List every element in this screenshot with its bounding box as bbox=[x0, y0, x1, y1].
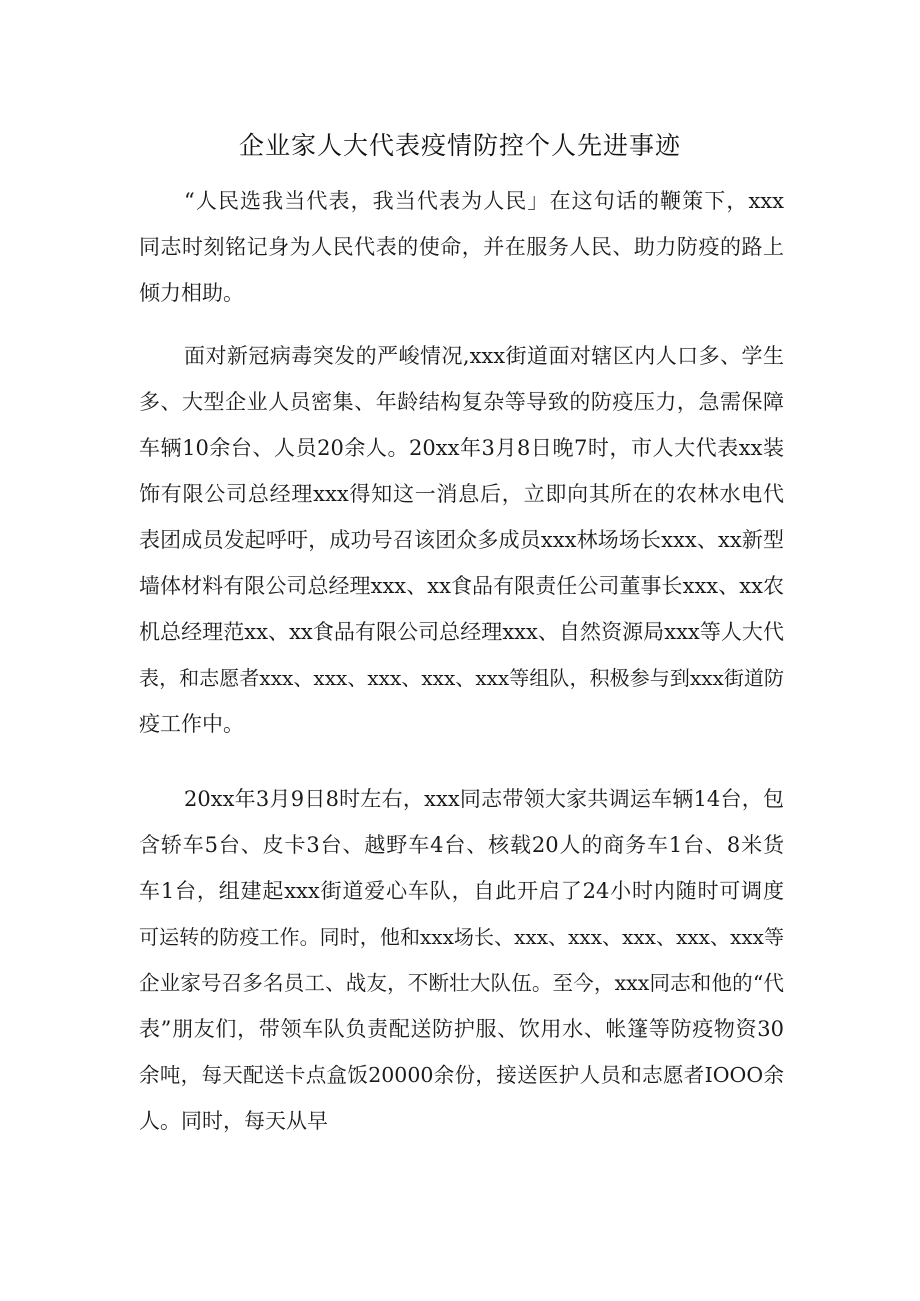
text-line: 面对新冠病毒突发的严峻情况,xxx街道面对辖区内人口多、学生 bbox=[184, 344, 784, 368]
paragraph-1 bbox=[139, 178, 784, 316]
text-line: 车1台，组建起xxx街道爱心车队，自此开启了24小时内随时可调度 bbox=[139, 879, 784, 903]
text-line: 表，和志愿者xxx、xxx、xxx、xxx、xxx等组队，积极参与到xxx街道防 bbox=[139, 666, 784, 690]
paragraph-3 bbox=[139, 776, 784, 1144]
text-line: 多、大型企业人员密集、年龄结构复杂等导致的防疫压力，急需保障 bbox=[139, 390, 784, 414]
text-line: 表团成员发起呼吁，成功号召该团众多成员xxx林场场长xxx、xx新型 bbox=[139, 528, 784, 552]
text-line: 车辆10余台、人员20余人。20xx年3月8日晚7时，市人大代表xx装 bbox=[139, 436, 784, 460]
text-line: 墙体材料有限公司总经理xxx、xx食品有限责任公司董事长xxx、xx农 bbox=[139, 574, 784, 598]
text-line: 机总经理范xx、xx食品有限公司总经理xxx、自然资源局xxx等人大代 bbox=[139, 620, 784, 644]
text-line: “人民选我当代表，我当代表为人民」在这句话的鞭策下，xxx bbox=[184, 189, 784, 213]
text-line: 疫工作中。 bbox=[139, 712, 244, 736]
document-title: 企业家人大代表疫情防控个人先进事迹 bbox=[238, 131, 681, 160]
paragraph-2 bbox=[139, 333, 784, 747]
text-line: 含轿车5台、皮卡3台、越野车4台、核载20人的商务车1台、8米货 bbox=[139, 833, 784, 857]
text-line: 人。同时，每天从早 bbox=[139, 1109, 328, 1133]
text-line: 表”朋友们，带领车队负责配送防护服、饮用水、帐篷等防疫物资30 bbox=[139, 1017, 784, 1041]
text-line: 倾力相助。 bbox=[139, 281, 244, 305]
text-line: 余吨，每天配送卡点盒饭20000余份，接送医护人员和志愿者IOOO余 bbox=[139, 1063, 784, 1087]
text-line: 同志时刻铭记身为人民代表的使命，并在服务人民、助力防疫的路上 bbox=[139, 235, 784, 259]
text-line: 企业家号召多名员工、战友，不断壮大队伍。至今，xxx同志和他的“代 bbox=[139, 971, 784, 995]
text-line: 饰有限公司总经理xxx得知这一消息后，立即向其所在的农林水电代 bbox=[139, 482, 784, 506]
text-line: 可运转的防疫工作。同时，他和xxx场长、xxx、xxx、xxx、xxx、xxx等 bbox=[139, 925, 784, 949]
text-line: 20xx年3月9日8时左右，xxx同志带领大家共调运车辆14台，包 bbox=[184, 787, 784, 811]
